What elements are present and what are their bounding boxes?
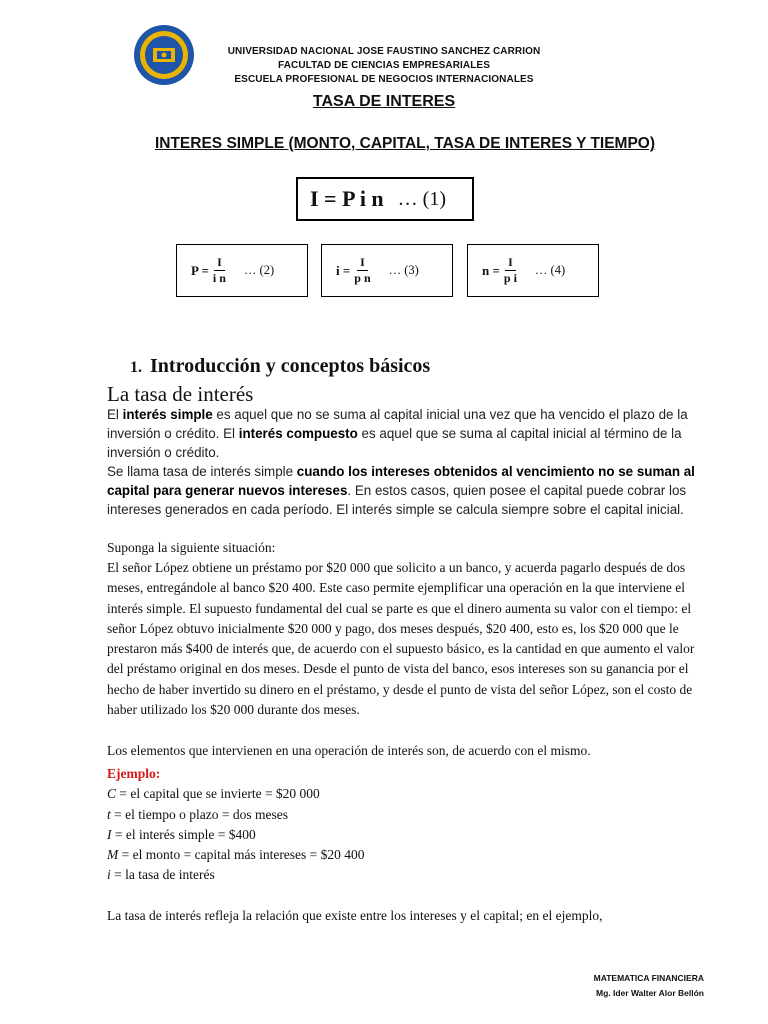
variable: C (107, 786, 117, 802)
definition: = el monto = capital más intereses = $20 400 (118, 847, 365, 863)
paragraph-example-story: El señor López obtiene un préstamo por $20 000 que solicito a un banco, y acuerda pagarlo después de dos meses, entregándole al banco $20 400. Este caso permite ejemplificar una operación en la que interviene el interés simple. El supuesto fundamental del cual se parte es que el dinero aumenta su valor con el tiempo: el señor López obtuvo inicialmente $20 000 y pago, dos meses después, $20 400, esto es, los $20 000 que le prestaron más $400 de interés que, de acuerdo con el supuesto básico, es la cantidad en que aumento el valor del préstamo original en dos meses. Desde el punto de vista del banco, esos intereses son su ganancia por el hecho de haber invertido su dinero en el préstamo, y desde el punto de vista del señor López, son el costo de haber utilizado los $20 000 durante dos meses. (107, 560, 695, 718)
paragraph-situation-intro: Suponga la siguiente situación: (107, 540, 276, 555)
paragraph-elements: Los elementos que intervienen en una operación de interés son, de acuerdo con el mismo. (107, 743, 591, 758)
bold-term: interés simple (122, 407, 213, 422)
main-formula-ref: … (1) (397, 187, 446, 210)
variable: i (107, 867, 111, 883)
text-run: . En estos casos, quien posee el capital puede cobrar los intereses generados en cada período. El interés simple se calcula siempre sobre el capital inicial. (107, 483, 687, 518)
main-formula-expression: I = P i n (310, 186, 384, 211)
paragraph-rate-relation: La tasa de interés refleja la relación que existe entre los intereses y el capital; en el ejemplo, (107, 908, 603, 923)
bold-term: interés compuesto (238, 426, 358, 442)
example-label: Ejemplo: (107, 766, 161, 781)
university-name: UNIVERSIDAD NACIONAL JOSE FAUSTINO SANCHEZ CARRION (227, 46, 541, 57)
variable: t (107, 806, 111, 822)
footer-author: Mg. Ider Walter Alor Bellón (596, 988, 704, 998)
text-run: es aquel que no se suma al capital inicial una vez que ha vencido el plazo de la inversión o crédito. El (107, 407, 688, 442)
definition: = el capital que se invierte = $20 000 (116, 786, 320, 802)
formula-ref: … (2) (243, 263, 275, 277)
school-name: ESCUELA PROFESIONAL DE NEGOCIOS INTERNACIONALES (234, 74, 534, 85)
formula-denominator: p n (354, 271, 371, 285)
formula-box-i (321, 244, 453, 297)
formula-lhs: n = (482, 262, 500, 278)
formula-lhs: P = (191, 262, 209, 278)
formula-denominator: p i (503, 271, 517, 285)
bold-term: cuando los intereses obtenidos al vencimiento no se suman al capital para generar nuevos intereses (107, 464, 695, 499)
paragraph-definitions (107, 405, 707, 463)
page-subtitle: INTERES SIMPLE (MONTO, CAPITAL, TASA DE INTERES Y TIEMPO) (154, 135, 656, 152)
text-run: es aquel que se suma al capital inicial al término de la inversión o crédito. (107, 426, 682, 461)
text-run: Se llama tasa de interés simple (107, 464, 297, 479)
main-formula-box (296, 177, 474, 221)
formula-ref: … (4) (534, 263, 566, 277)
formula-lhs: i = (336, 262, 351, 278)
formula-box-p (176, 244, 308, 297)
formula-fraction (354, 255, 370, 286)
definition: = el interés simple = $400 (111, 826, 256, 842)
formula-numerator: I (505, 255, 516, 271)
section-heading (130, 355, 430, 378)
footer-course: MATEMATICA FINANCIERA (593, 973, 704, 983)
text-run: El (107, 407, 123, 422)
variable: M (107, 847, 119, 863)
example-item (107, 805, 707, 825)
formula-numerator: I (214, 255, 225, 271)
formula-denominator: i n (212, 271, 226, 285)
formula-fraction (504, 255, 517, 286)
section-number: 1. (130, 359, 142, 376)
example-item (107, 784, 707, 804)
section-title: Introducción y conceptos básicos (150, 355, 431, 377)
example-item (107, 825, 707, 845)
definition: = la tasa de interés (110, 867, 215, 883)
formula-ref: … (3) (388, 263, 419, 277)
page-title: TASA DE INTERES (312, 93, 456, 110)
variable: I (107, 826, 112, 842)
example-block (107, 764, 707, 886)
paragraph-simple-interest (107, 462, 707, 520)
faculty-name: FACULTAD DE CIENCIAS EMPRESARIALES (278, 60, 490, 71)
formula-numerator: I (357, 255, 368, 271)
formula-box-n (467, 244, 599, 297)
example-item (107, 865, 707, 885)
definition: = el tiempo o plazo = dos meses (110, 806, 288, 822)
example-item (107, 845, 707, 865)
section-subtitle: La tasa de interés (107, 382, 254, 406)
formula-fraction (213, 255, 226, 286)
